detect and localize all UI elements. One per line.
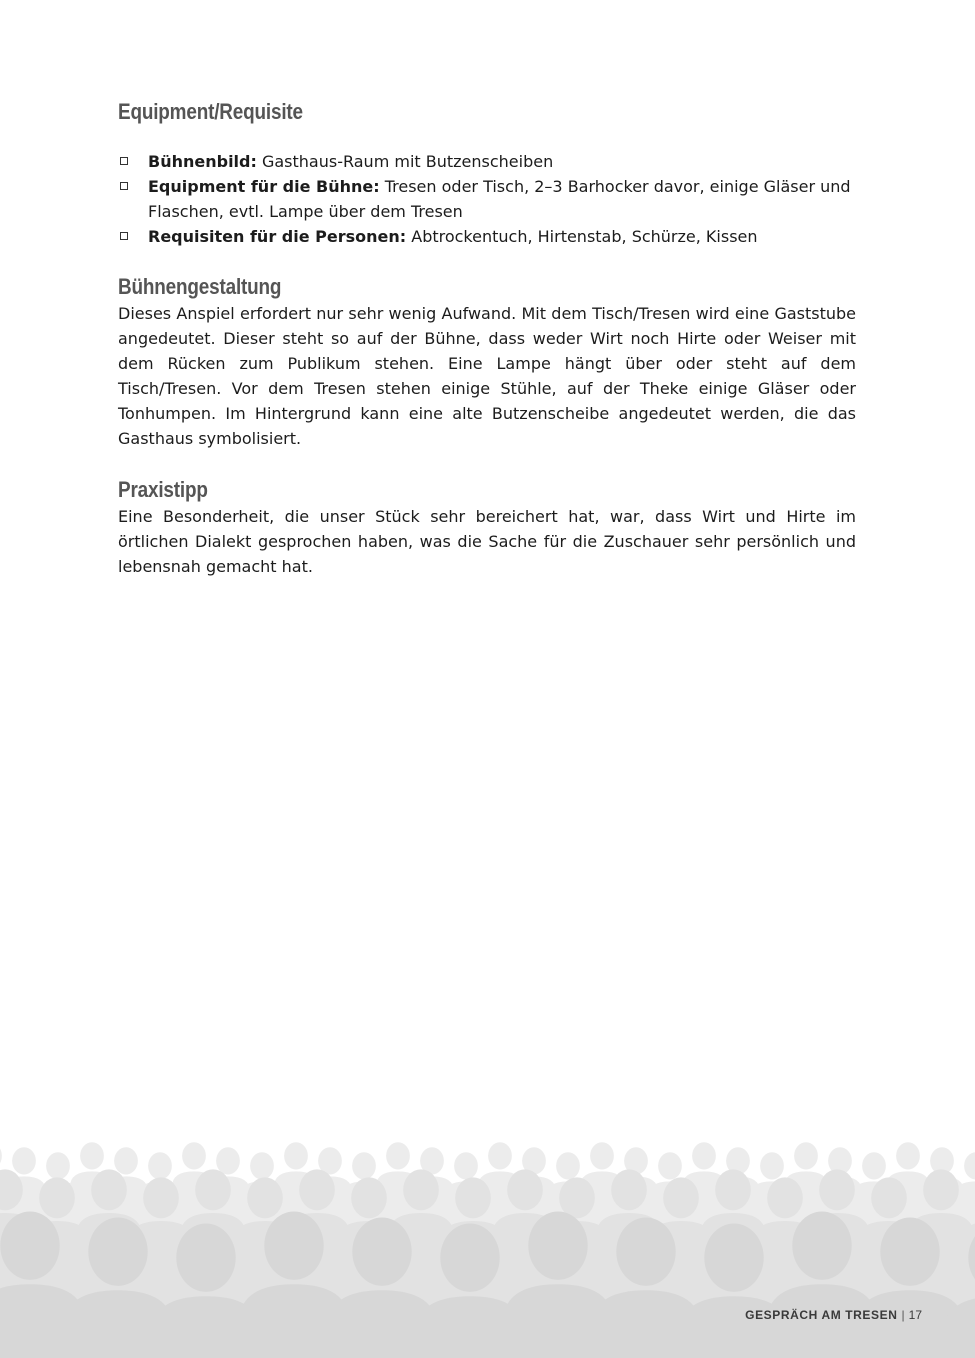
list-item: [118, 149, 856, 174]
audience-silhouette-illustration: [0, 1138, 975, 1358]
item-text: Gasthaus-Raum mit Butzenscheiben: [256, 152, 554, 171]
item-text: Abtrockentuch, Hirtenstab, Schürze, Kissen: [406, 227, 758, 246]
page-content: [118, 96, 856, 579]
paragraph-buehnengestaltung: Dieses Anspiel erfordert nur sehr wenig Aufwand. Mit dem Tisch/Tresen wird eine Gaststube angedeutet. Dieser steht so auf der Bühne, dass weder Wirt noch Hirte oder Weiser mit dem Rücken zum Publikum stehen. Eine Lampe hängt über oder steht auf dem Tisch/Tresen. Vor dem Tresen stehen einige Stühle, auf der Theke einige Gläser oder Tonhumpen. Im Hintergrund kann eine alte Butzenscheibe angedeutet werden, die das Gasthaus symbolisiert.: [118, 304, 856, 448]
item-text: Tresen oder Tisch, 2–3 Barhocker davor, einige Gläser und Flaschen, evtl. Lampe über dem Tresen: [148, 177, 851, 221]
checkbox-square-icon: [120, 232, 128, 240]
paragraph-praxistipp: Eine Besonderheit, die unser Stück sehr bereichert hat, war, dass Wirt und Hirte im örtlichen Dialekt gesprochen haben, was die Sache für die Zuschauer sehr persönlich und lebensnah gemacht hat.: [118, 507, 856, 576]
list-item: [118, 174, 856, 224]
checkbox-square-icon: [120, 182, 128, 190]
footer-separator: |: [901, 1308, 905, 1322]
footer-title: GESPRÄCH AM TRESEN: [745, 1308, 898, 1322]
item-label: Requisiten für die Personen:: [148, 227, 407, 246]
heading-equipment: Equipment/Requisite: [118, 99, 303, 124]
page-footer: [745, 1306, 922, 1324]
item-label: Bühnenbild:: [148, 152, 257, 171]
heading-praxistipp: Praxistipp: [118, 477, 208, 502]
list-item: [118, 224, 856, 249]
checkbox-square-icon: [120, 157, 128, 165]
page-number: 17: [908, 1308, 922, 1322]
heading-buehnengestaltung: Bühnengestaltung: [118, 274, 282, 299]
item-label: Equipment für die Bühne:: [148, 177, 380, 196]
equipment-list: [118, 149, 856, 249]
